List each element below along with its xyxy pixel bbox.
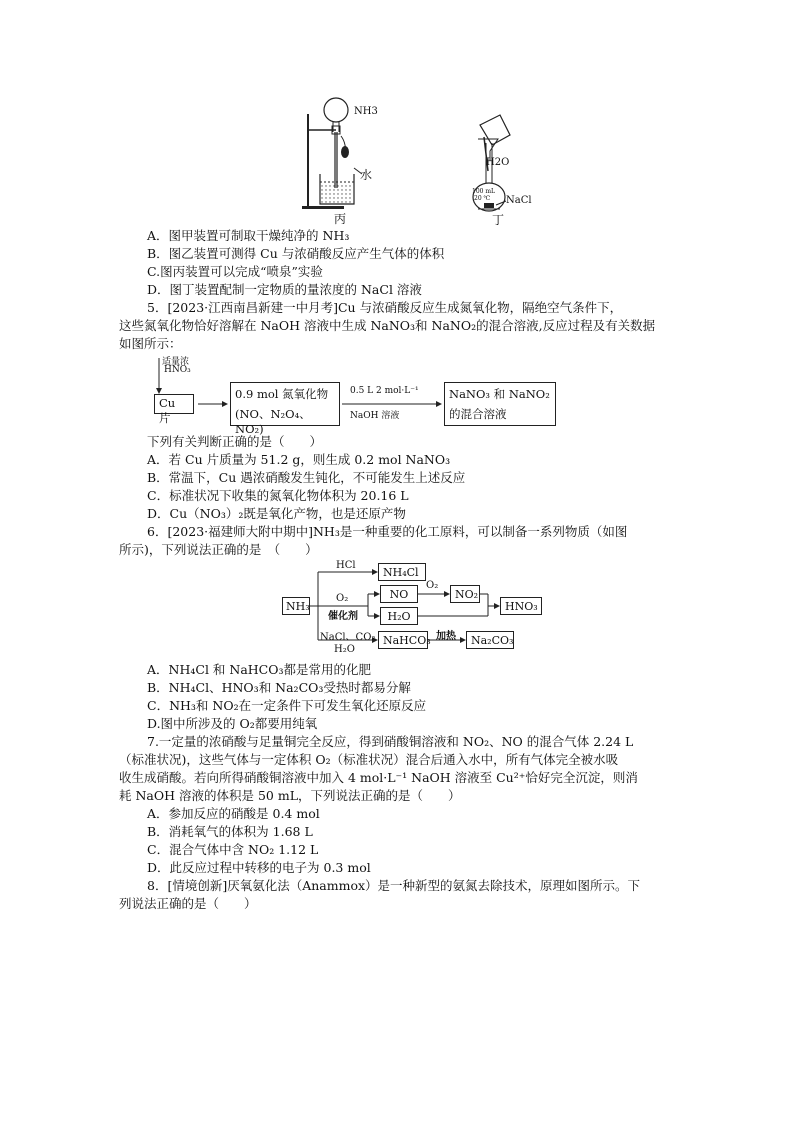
q6-nacl-co2-label: NaCl、CO₂: [320, 632, 376, 643]
q6-heat-label: 加热: [436, 631, 456, 642]
q7-stem-line-1: 7.一定量的浓硝酸与足量铜完全反应，得到硝酸铜溶液和 NO₂、NO 的混合气体 2.24 L: [147, 734, 634, 749]
q6-o2-catalyst-label: O₂: [336, 593, 349, 604]
q7-stem-line-3: 收生成硝酸。若向所得硝酸铜溶液中加入 4 mol·L⁻¹ NaOH 溶液至 Cu²⁺恰好完全沉淀，则消: [119, 770, 638, 785]
q5-arrow-label-1: 0.5 L 2 mol·L⁻¹: [350, 386, 419, 396]
q5-product-line-1: NaNO₃ 和 NaNO₂: [449, 387, 550, 401]
q5-stem-line-1: 5．[2023·江西南昌新建一中月考]Cu 与浓硝酸反应生成氮氧化物，隔绝空气条件下，: [147, 300, 623, 315]
q4-option-a: A．图甲装置可制取干燥纯净的 NH₃: [147, 228, 350, 243]
nacl-label: NaCl: [506, 195, 532, 206]
q6-nh4cl-box: NH₄Cl: [378, 563, 426, 581]
q5-nox-line-1: 0.9 mol 氮氧化物: [235, 387, 329, 401]
q4-option-d: D．图丁装置配制一定物质的量浓度的 NaCl 溶液: [147, 282, 422, 297]
q6-option-c: C．NH₃和 NO₂在一定条件下可发生氧化还原反应: [147, 698, 427, 713]
q6-o2-label: O₂: [426, 580, 439, 591]
q5-option-a: A．若 Cu 片质量为 51.2 g，则生成 0.2 mol NaNO₃: [147, 452, 451, 467]
q5-nox-box: [230, 382, 340, 436]
q5-reaction-diagram: [150, 356, 560, 436]
q7-option-d: D．此反应过程中转移的电子为 0.3 mol: [147, 860, 371, 875]
q6-stem-line-2: 所示)，下列说法正确的是 （ ）: [119, 542, 318, 557]
apparatus-ding-figure: [466, 113, 536, 225]
q6-no2-box: NO₂: [450, 585, 480, 603]
q6-hcl-label: HCl: [336, 560, 356, 571]
q6-option-d: D.图中所涉及的 O₂都要用纯氧: [147, 716, 318, 731]
water-label: 水: [360, 168, 373, 182]
bing-label: 丙: [334, 212, 347, 226]
q5-stem-line-3: 如图所示：: [119, 336, 182, 351]
q7-stem-line-2: （标准状况)，这些气体与一定体积 O₂（标准状况）混合后通入水中，所有气体完全被水吸: [119, 752, 619, 767]
q7-option-a: A．参加反应的硝酸是 0.4 mol: [147, 806, 320, 821]
q7-stem-line-4: 耗 NaOH 溶液的体积是 50 mL，下列说法正确的是（ ）: [119, 788, 461, 803]
q8-stem-line-1: 8．[情境创新]厌氧氨化法（Anammox）是一种新型的氨氮去除技术，原理如图所示。下: [147, 878, 641, 893]
q5-nox-line-2: (NO、N₂O₄、NO₂): [235, 407, 311, 436]
q5-product-box: [444, 382, 556, 426]
q6-catalyst-label: 催化剂: [328, 611, 358, 622]
q5-option-c: C．标准状况下收集的氮氧化物体积为 20.16 L: [147, 488, 409, 503]
flask-label-volume: 100 mL: [472, 188, 496, 195]
volumetric-flask-drawing: [466, 113, 536, 225]
q5-cu-box: Cu 片: [154, 394, 194, 414]
q4-option-b: B．图乙装置可测得 Cu 与浓硝酸反应产生气体的体积: [147, 246, 445, 261]
q5-option-b: B．常温下，Cu 遇浓硝酸发生钝化，不可能发生上述反应: [147, 470, 466, 485]
q6-na2co3-box: Na₂CO₃: [466, 631, 514, 649]
q6-nh3-diagram: [282, 560, 544, 658]
q6-h2o-label: H₂O: [334, 644, 355, 655]
nh3-label: NH3: [354, 106, 378, 117]
q5-arrow-label-2: NaOH 溶液: [350, 411, 400, 421]
apparatus-bing-figure: [296, 96, 380, 224]
q6-option-a: A．NH₄Cl 和 NaHCO₃都是常用的化肥: [147, 662, 371, 677]
q6-stem-line-1: 6．[2023·福建师大附中期中]NH₃是一种重要的化工原料，可以制备一系列物质（如图: [147, 524, 628, 539]
q5-stem-line-2: 这些氮氧化物恰好溶解在 NaOH 溶液中生成 NaNO₃和 NaNO₂的混合溶液,反应过程及有关数据: [119, 318, 656, 333]
ding-label: 丁: [492, 213, 505, 227]
q6-hno3-box: HNO₃: [500, 597, 542, 615]
q7-option-b: B．消耗氧气的体积为 1.68 L: [147, 824, 313, 839]
q6-nh3-box: NH₃: [282, 597, 310, 615]
q6-no-box: NO: [380, 585, 418, 603]
q5-question: 下列有关判断正确的是（ ）: [147, 434, 323, 449]
q5-option-d: D．Cu（NO₃）₂既是氧化产物，也是还原产物: [147, 506, 406, 521]
q5-top-label-1: 适量浓: [162, 357, 190, 367]
q6-option-b: B．NH₄Cl、HNO₃和 Na₂CO₃受热时都易分解: [147, 680, 411, 695]
h2o-label: H2O: [486, 157, 510, 168]
q5-top-label-2: HNO₃: [164, 365, 191, 375]
q7-option-c: C．混合气体中含 NO₂ 1.12 L: [147, 842, 319, 857]
q4-option-c: C.图丙装置可以完成“喷泉”实验: [147, 264, 323, 279]
q5-product-line-2: 的混合溶液: [449, 407, 507, 421]
q8-stem-line-2: 列说法正确的是（ ）: [119, 896, 257, 911]
flask-label-temp: 20 ℃: [474, 195, 491, 202]
q6-h2o-box: H₂O: [380, 607, 418, 625]
q6-nahco3-box: NaHCO₃: [378, 631, 428, 649]
